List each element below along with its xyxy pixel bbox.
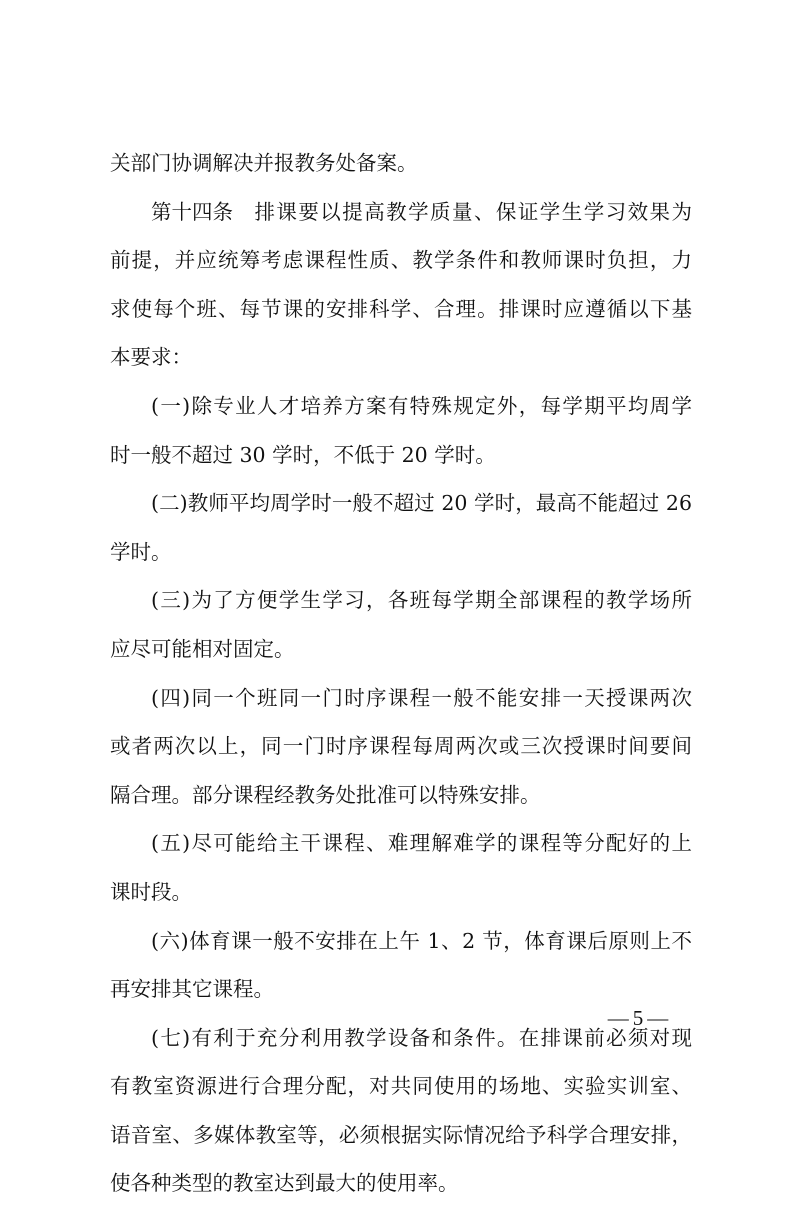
requirement-item-3: (三)为了方便学生学习，各班每学期全部课程的教学场所 (151, 588, 692, 613)
requirement-item-6: (六)体育课一般不安排在上午 1、2 节，体育课后原则上不 (151, 928, 692, 953)
paragraph-line: 时一般不超过 30 学时，不低于 20 学时。 (110, 442, 496, 467)
paragraph-line: 关部门协调解决并报教务处备案。 (110, 151, 418, 175)
paragraph-line: 课时段。 (110, 879, 192, 904)
paragraph-line: 有教室资源进行合理分配，对共同使用的场地、实验实训室、 (110, 1074, 692, 1099)
page-number: 5 (632, 1006, 644, 1030)
paragraph-line: 隔合理。部分课程经教务处批准可以特殊安排。 (110, 782, 541, 807)
paragraph-line: 使各种类型的教室达到最大的使用率。 (110, 1171, 459, 1196)
article-intro-text: 排课要以提高教学质量、保证学生学习效果为 (253, 199, 692, 224)
requirement-item-4: (四)同一个班同一门时序课程一般不能安排一天授课两次 (151, 685, 692, 710)
paragraph-line: 应尽可能相对固定。 (110, 636, 295, 661)
article-number: 第十四条 (151, 199, 233, 224)
article-heading-line (110, 196, 692, 245)
page-number-footer (598, 1002, 678, 1034)
requirement-item-7: (七)有利于充分利用教学设备和条件。在排课前必须对现 (151, 1025, 692, 1050)
paragraph-line: 语音室、多媒体教室等，必须根据实际情况给予科学合理安排， (110, 1122, 692, 1147)
paragraph-line: 本要求： (110, 345, 192, 370)
document-body (110, 147, 692, 1216)
requirement-item-1: (一)除专业人才培养方案有特殊规定外，每学期平均周学 (151, 393, 692, 418)
requirement-item-2: (二)教师平均周学时一般不超过 20 学时，最高不能超过 26 (151, 491, 692, 516)
paragraph-line: 前提，并应统筹考虑课程性质、教学条件和教师课时负担，力 (110, 248, 692, 273)
right-dash: — (647, 1006, 669, 1030)
paragraph-line: 求使每个班、每节课的安排科学、合理。排课时应遵循以下基 (110, 296, 692, 321)
paragraph-line: 学时。 (110, 539, 172, 564)
requirement-item-5: (五)尽可能给主干课程、难理解难学的课程等分配好的上 (151, 831, 692, 856)
paragraph-line: 再安排其它课程。 (110, 977, 274, 1002)
paragraph-line: 或者两次以上，同一门时序课程每周两次或三次授课时间要间 (110, 734, 692, 759)
left-dash: — (607, 1006, 629, 1030)
